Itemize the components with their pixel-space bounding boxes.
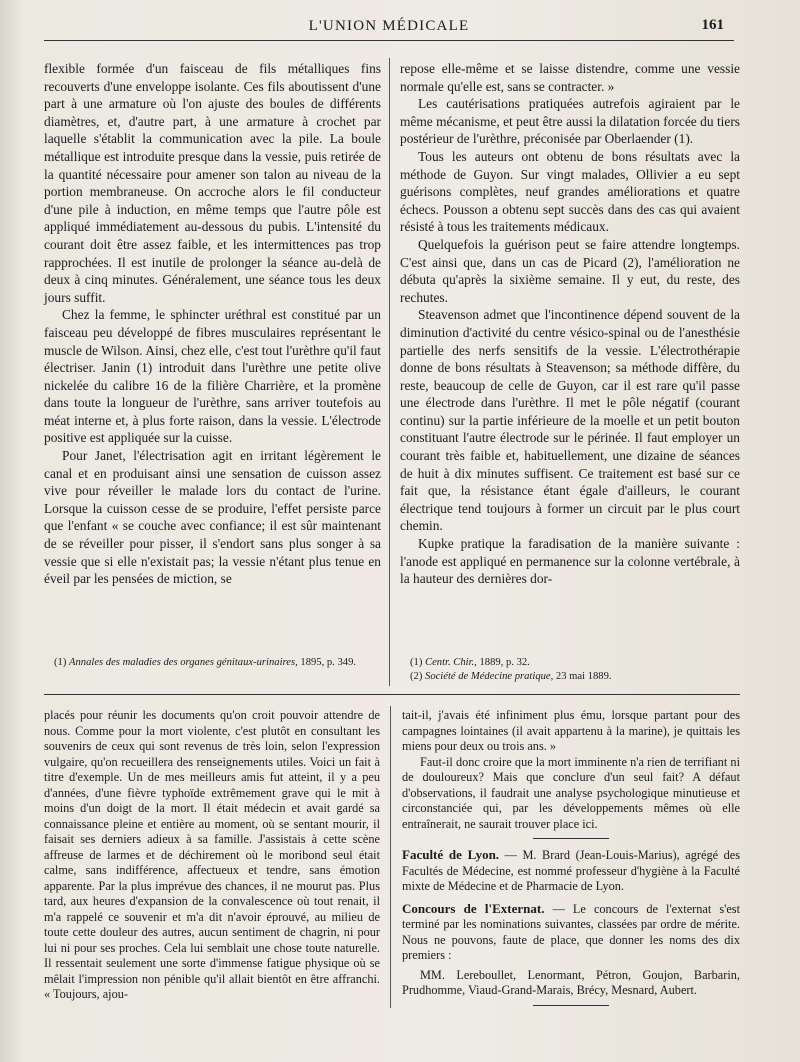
journal-title: L'UNION MÉDICALE [308,18,470,34]
news-separator [533,1005,609,1006]
page-number: 161 [701,17,724,33]
column-left-upper [44,60,381,588]
footnote-number: (1) [410,657,423,668]
news-text: — Le concours de l'externat s'est terminé par les nominations suivantes, classées par ordre de mérite. Nous ne pouvons, faute de place, que donner les noms des dix premiers : [402,901,741,962]
news-names-list: MM. Lereboullet, Lenormant, Pétron, Goujon, Barbarin, Prudhomme, Viaud-Grand-Marais, Brécy, Mesnard, Aubert. [402,967,740,997]
paragraph: Les cautérisations pratiquées autrefois agiraient par le même mécanisme, et peut être aussi la dilatation forcée du tiers postérieur de l'urèthre, préconisée par Oberlaender (1). [400,96,740,147]
column-divider [389,58,390,686]
news-text: — M. Brard (Jean-Louis-Marius), agrégé des Facultés de Médecine, est nommé professeur d'hygiène à la Faculté mixte de Médecine et de Pharmacie de Lyon. [402,848,740,893]
footnote-title: Société de Médecine pratique, [425,671,554,682]
paragraph: Kupke pratique la faradisation de la manière suivante : l'anode est appliqué en permanence sur la colonne vertébrale, à la hauteur des dernières dor- [400,536,740,587]
footnote-ref: 1889, p. 32. [479,657,530,668]
news-heading: Concours de l'Externat. [402,900,545,916]
footnote-title: Centr. Chir., [425,657,477,668]
footnotes-left [44,656,381,670]
section-divider [44,694,740,695]
paragraph: Chez la femme, le sphincter uréthral est constitué par un faisceau peu développé de fibres musculaires représentant le muscle de Wilson. Ainsi, chez elle, c'est tout l'urèthre qu'il faut électriser. Janin (1) introduit dans l'urèthre une petite olive nickelée du calibre 16 de la filière Charrière, et la promène dans toute la longueur de l'urèthre, sans arriver toutefois au méat interne et, à plus forte raison, dans la vessie. L'électrode positive est appliquée sur la cuisse. [44,307,381,446]
footnote [400,670,740,684]
news-separator [533,838,609,839]
paragraph: flexible formée d'un faisceau de fils métalliques fins recouverts d'une enveloppe isolante. Ces fils aboutissent d'une part à une armature où l'on ajuste des boules de différents diamètres, et, d'autre part, à une armature à crochet par laquelle s'établit la communication avec la pile. La boule métallique est introduite presque dans la vessie, puis retirée de la quantité nécessaire pour amener son talon au niveau de la portion membraneuse. On accroche alors le fil conducteur d'une pile à induction, en même temps que l'autre pôle est appliqué immédiatement au-dessous du pubis. L'intensité du courant doit être assez faible, et les intermittences pas trop rapprochées. Il est inutile de prolonger la séance au-delà de deux à cinq minutes. Généralement, une séance tous les deux jours suffit. [44,61,381,305]
footnote [44,656,381,670]
running-header [44,14,734,41]
footnote-ref: 1895, p. 349. [300,657,357,668]
paragraph: Tous les auteurs ont obtenu de bons résultats avec la méthode de Guyon. Sur vingt malades, Ollivier a eu sept guérisons complètes, neuf grandes améliorations et quatre échecs. Pousson a obtenu sept succès dans des cas qui avaient résisté à tous les traitements médicaux. [400,148,740,235]
footnote [400,656,740,670]
footnote-ref: 23 mai 1889. [555,671,612,682]
paragraph: Pour Janet, l'électrisation agit en irritant légèrement le canal et en produisant ainsi une sensation de cuisson assez vive pour réveiller le malade lors du contact de l'urine. Lorsque la cuisson cesse de se produire, l'effet persiste parce que l'enfant « se couche avec confiance; il est sûr maintenant de se réveiller pour pisser, il s'endort sans plus songer à sa vessie que si elle n'existait pas; la vessie n'étant plus tenue en éveil par les pensées de miction, se [44,448,381,587]
paragraph: placés pour réunir les documents qu'on croit pouvoir attendre de nous. Comme pour la mort violente, c'est plutôt en consultant les souvenirs de ceux qui sont revenus de très loin, selon l'expression vulgaire, qu'on recueillera des renseignements utiles. Voici un fait à titre d'exemple. Un de mes meilleurs amis fut atteint, il y a peu d'années, d'une fièvre typhoïde extrêmement grave qui le mit à moins d'un doigt de la mort. Il était médecin et avait gardé sa connaissance pleine et entière au moment, où se sentant mourir, il faisait ses derniers adieux à sa famille. J'assistais à cette scène affreuse de larmes et de déchirement où le moribond seul était calme, sans indifférence, affectueux et tendre, sans émotion apparente. Par la plus imprévue des chances, il ne mourut pas. Plus tard, aux heures d'expansion de la convalescence où tout renait, il m'a rappelé ce souvenir et m'a dit n'avoir éprouvé, au milieu de toute cette douleur des autres, aucun sentiment de chagrin, ni pour lui ni pour ses proches. Cela lui semblait une chose toute naturelle. Il ressentait seulement une sorte d'immense fatigue physique où se mêlait l'impression non pénible qu'il allait bientôt en être affranchi. « Toujours, ajou- [44,708,380,1001]
column-right-lower [402,708,740,1014]
column-divider [390,706,391,1008]
footnote-number: (1) [54,657,67,668]
column-right-upper [400,60,740,588]
footnote-title: Annales des maladies des organes génitaux-urinaires, [69,657,298,668]
paragraph: repose elle-même et se laisse distendre, comme une vessie normale qu'elle est, sans se contracter. » [400,61,740,94]
paragraph: Steavenson admet que l'incontinence dépend souvent de la diminution d'activité du centre vésico-spinal ou de l'anesthésie partielle des nerfs sensitifs de la vessie. L'électrothérapie donne de bons résultats à Steavenson; sa méthode diffère, du reste, beaucoup de celle de Guyon, car il est rare qu'il passe une électrode dans l'urèthre. Il met le pôle négatif (courant continu) sur la partie inférieure de la moelle et un petit bouton constituant l'autre électrode sur le périnée. Il faut employer un courant très faible et, habituellement, une dizaine de séances de huit à dix minutes suffisent. Ce traitement est basé sur ce fait que, la résistance étant égale d'ailleurs, le courant électrique tend toujours à former un circuit par le plus court chemin. [400,307,740,534]
paragraph: tait-il, j'avais été infiniment plus ému, lorsque partant pour des campagnes lointaines (il avait appartenu à la marine), je quittais les miens pour deux ou trois ans. » [402,708,740,753]
paragraph: Faut-il donc croire que la mort imminente n'a rien de terrifiant ni de douloureux? Mais que conclure d'un seul fait? A défaut d'observations, il faudrait une analyse psychologique minutieuse et circonstanciée qui, par les développements mêmes où elle entraînerait, ne saurait trouver place ici. [402,754,740,831]
column-left-lower [44,708,380,1003]
footnotes-right [400,656,740,684]
footnote-number: (2) [410,671,423,682]
news-heading: Faculté de Lyon. [402,847,500,862]
paragraph: Quelquefois la guérison peut se faire attendre longtemps. C'est ainsi que, dans un cas de Picard (2), l'amélioration ne débuta qu'après la sixième semaine. Il y eut, du reste, des rechutes. [400,236,740,305]
